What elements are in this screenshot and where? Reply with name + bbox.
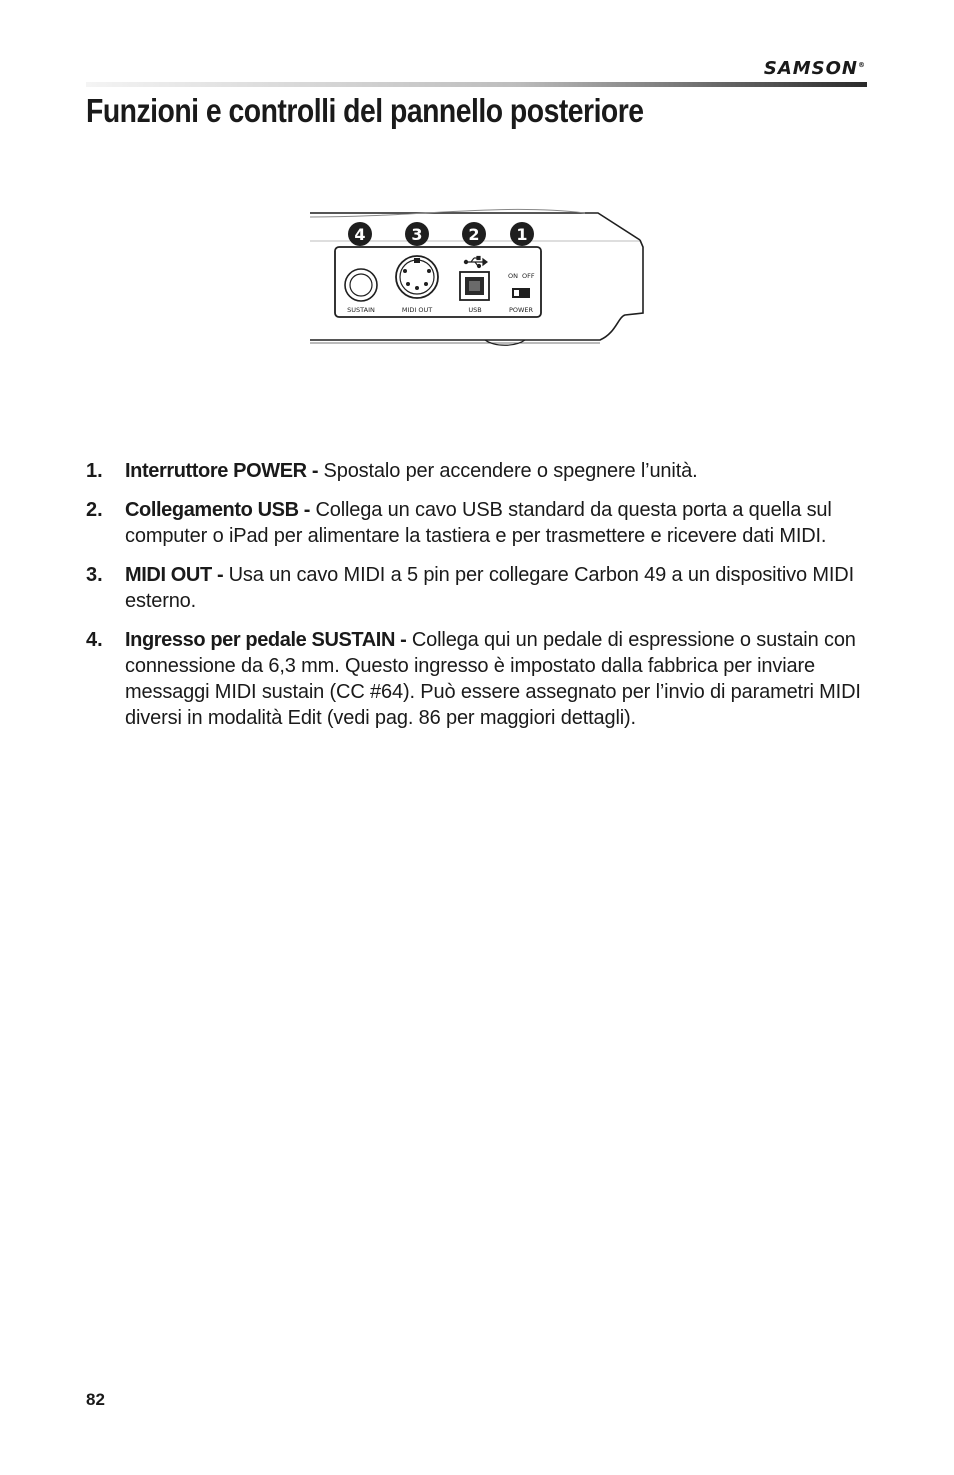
callout-1 [510,222,534,246]
midi-out-label: MIDI OUT [401,306,433,314]
item-term: Interruttore POWER - [125,460,319,482]
item-number: 3. [86,564,103,586]
header-rule [86,82,867,87]
item-description: Collega qui un pedale di espressione o sustain con connessione da 6,3 mm. Questo ingresso è impostato dalla fabbrica per inviare messaggi MIDI sustain (CC #64). Può essere assegnato per l’invio di parametri MIDI diversi in modalità Edit (vedi pag. 86 per maggiori dettagli). [125,629,861,729]
list-item [86,627,876,731]
item-description: Spostalo per accendere o spegnere l’unità. [318,460,698,482]
usb-label: USB [468,306,482,314]
svg-text:1: 1 [516,225,528,244]
rear-panel-illustration [300,205,650,355]
list-item [86,458,876,484]
item-number: 4. [86,629,103,651]
svg-text:3: 3 [411,225,423,244]
item-number: 2. [86,499,103,521]
item-term: MIDI OUT - [125,564,224,586]
item-description: Usa un cavo MIDI a 5 pin per collegare Carbon 49 a un dispositivo MIDI esterno. [125,564,855,612]
item-number: 1. [86,460,103,482]
svg-text:4: 4 [354,225,366,244]
item-description: Collega un cavo USB standard da questa porta a quella sul computer o iPad per alimentare la tastiera e per trasmettere e ricevere dati MIDI. [125,499,832,547]
power-label: POWER [508,306,534,314]
list-item [86,497,876,549]
page-title: Funzioni e controlli del pannello posteriore [86,92,644,129]
rear-panel-diagram [300,205,650,355]
item-term: Ingresso per pedale SUSTAIN - [125,629,407,651]
svg-text:2: 2 [468,225,480,244]
samson-logo [764,58,866,79]
list-item [86,562,876,614]
callout-3 [405,222,429,246]
page-number: 82 [86,1390,105,1409]
switch-off-label: OFF [522,272,535,280]
feature-list [86,458,876,744]
callout-4 [348,222,372,246]
sustain-label: SUSTAIN [347,306,375,314]
callout-2 [462,222,486,246]
switch-on-label: ON [508,272,518,280]
brand-text: SAMSON [763,58,858,79]
item-term: Collegamento USB - [125,499,311,521]
registered-mark: ® [858,61,866,69]
